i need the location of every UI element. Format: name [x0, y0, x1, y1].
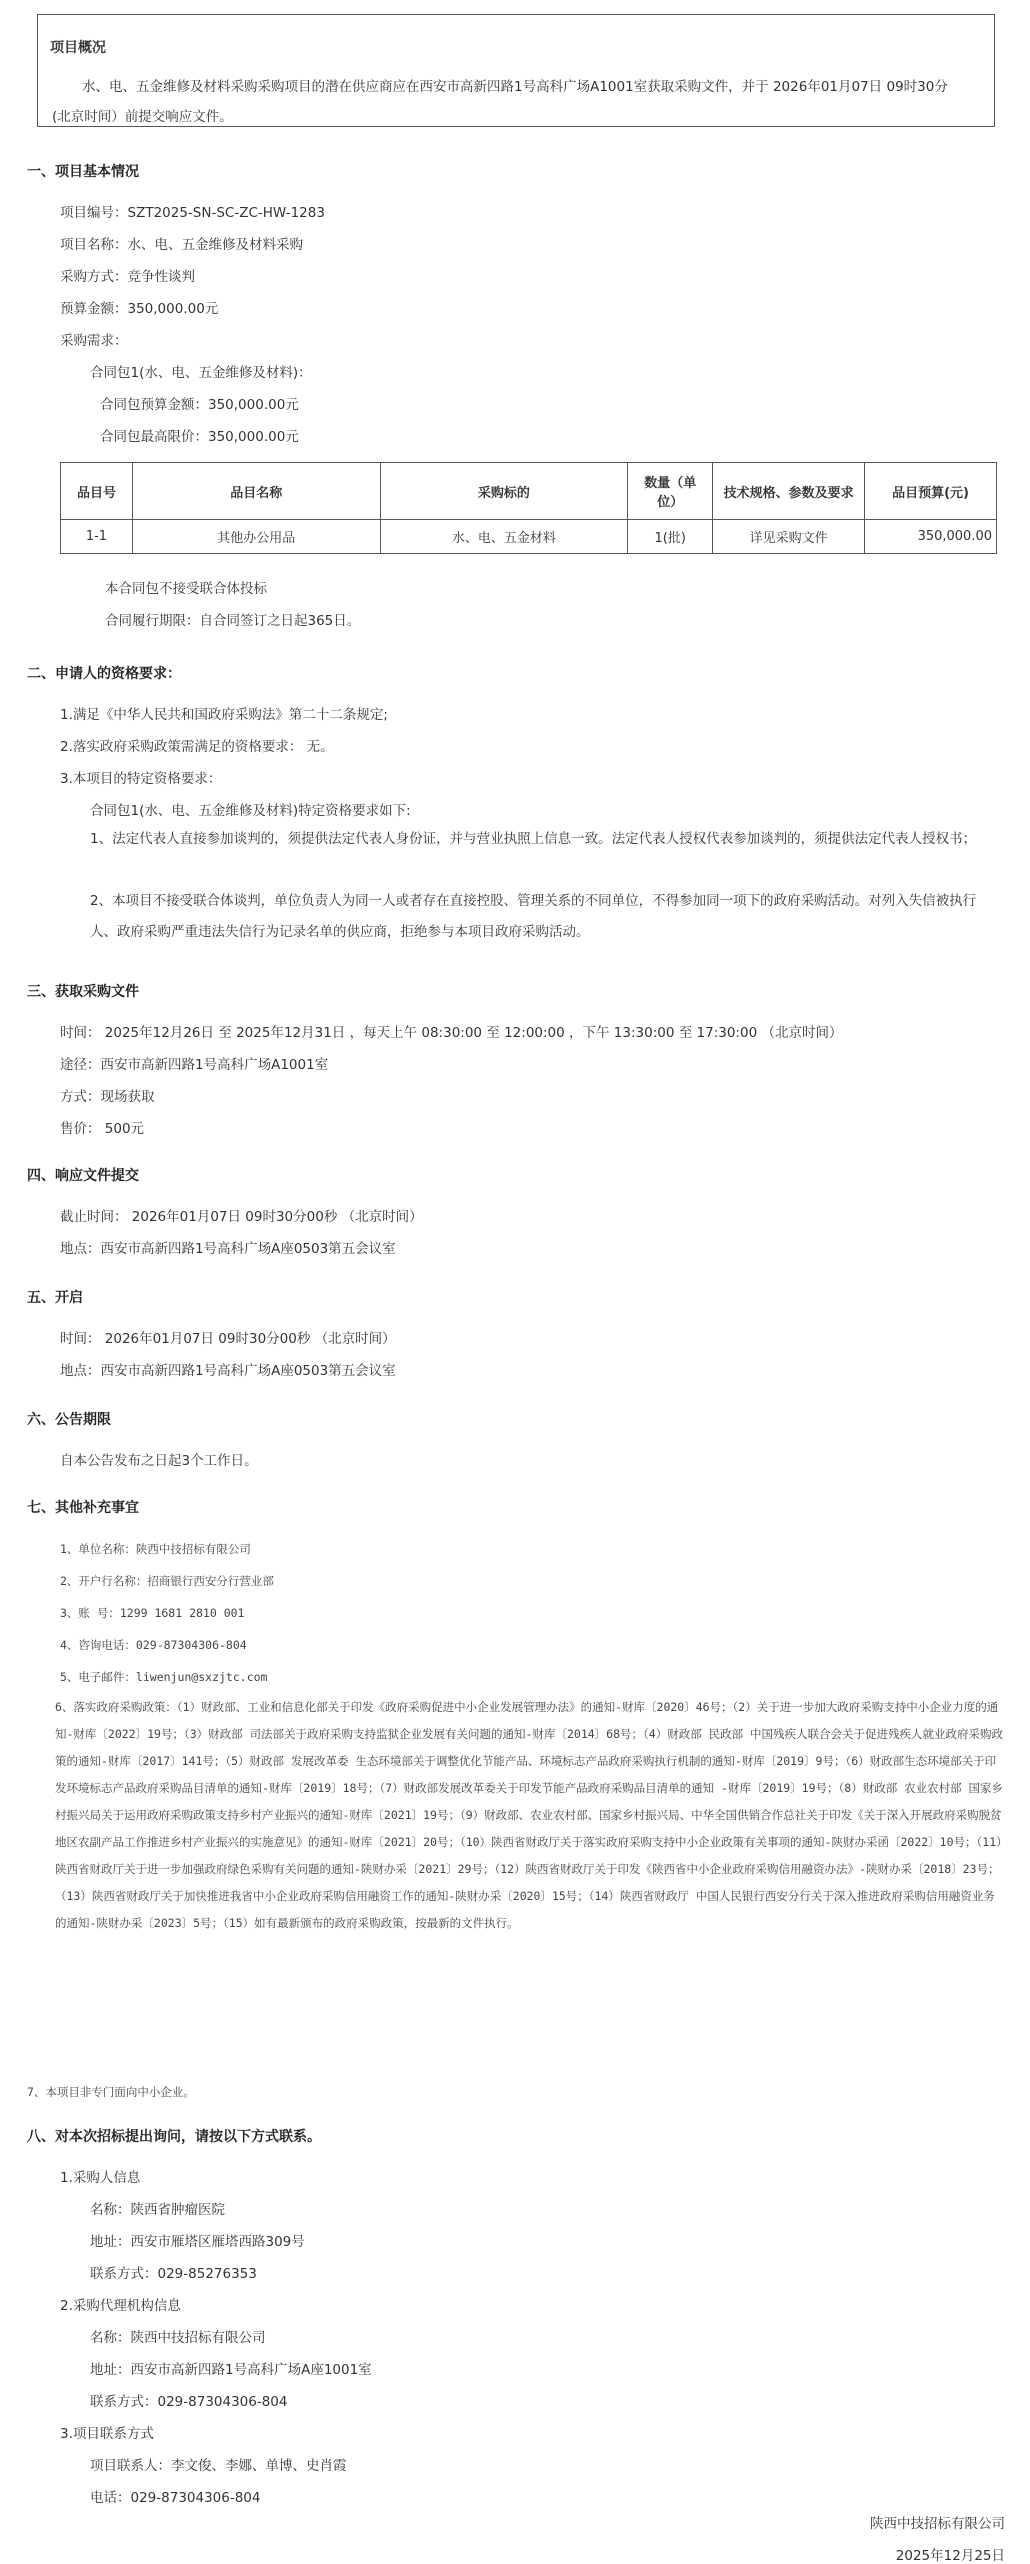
extra-item-4: 4、咨询电话：029-87304306-804 [60, 1638, 247, 1652]
summary-line-1: 水、电、五金维修及材料采购采购项目的潜在供应商应在西安市高新四路1号高科广场A1001室获取采购文件，并于 2026年01月07日 09时30分 [82, 79, 948, 95]
extra-item-3: 3、账 号：1299 1681 2810 001 [60, 1606, 245, 1620]
cell-spec: 详见采购文件 [713, 520, 865, 554]
col-header-item-name: 品目名称 [132, 463, 380, 520]
contact-people: 项目联系人：李文俊、李娜、单博、史肖霞 [90, 2458, 347, 2474]
signature-org: 陕西中技招标有限公司 [870, 2516, 1005, 2532]
agent-name: 名称：陕西中技招标有限公司 [90, 2330, 266, 2346]
agent-address: 地址：西安市高新四路1号高科广场A座1001室 [90, 2362, 372, 2378]
summary-line-2: (北京时间）前提交响应文件。 [52, 109, 233, 125]
extra-item-1: 1、单位名称：陕西中技招标有限公司 [60, 1542, 251, 1556]
col-header-item-budget: 品目预算(元) [865, 463, 997, 520]
project-name: 项目名称：水、电、五金维修及材料采购 [60, 237, 303, 253]
table-header-row [61, 463, 997, 520]
extra-item-5: 5、电子邮件：liwenjun@sxzjtc.com [60, 1670, 268, 1684]
package-requirements: 合同包1(水、电、五金维修及材料)特定资格要求如下: [90, 803, 411, 819]
col-header-spec: 技术规格、参数及要求 [713, 463, 865, 520]
section-4-title: 四、响应文件提交 [27, 1168, 139, 1184]
contract-period: 合同履行期限：自合同签订之日起365日。 [105, 613, 361, 629]
section-8-title: 八、对本次招标提出询问，请按以下方式联系。 [27, 2129, 321, 2145]
submit-deadline: 截止时间： 2026年01月07日 09时30分00秒 （北京时间） [60, 1209, 423, 1225]
requirement-clause-2: 2、本项目不接受联合体谈判，单位负责人为同一人或者存在直接控股、管理关系的不同单位，不得参加同一项下的政府采购活动。对列入失信被执行人、政府采购严重违法失信行为记录名单的供应商，拒绝参与本项目政府采购活动。 [90, 893, 977, 940]
col-header-quantity [628, 463, 713, 520]
requirement-1: 1.满足《中华人民共和国政府采购法》第二十二条规定; [60, 707, 388, 723]
buyer-phone: 联系方式：029-85276353 [90, 2266, 257, 2282]
obtain-time: 时间： 2025年12月26日 至 2025年12月31日 ，每天上午 08:30:00 至 12:00:00 ，下午 13:30:00 至 17:30:00 （北京时间） [60, 1025, 843, 1041]
requirement-2: 2.落实政府采购政策需满足的资格要求： 无。 [60, 739, 334, 755]
no-union-note: 本合同包不接受联合体投标 [105, 581, 267, 597]
contact-title: 3.项目联系方式 [60, 2426, 154, 2442]
agent-phone: 联系方式：029-87304306-804 [90, 2394, 288, 2410]
opening-place: 地点：西安市高新四路1号高科广场A座0503第五会议室 [60, 1363, 396, 1379]
opening-time: 时间： 2026年01月07日 09时30分00秒 （北京时间） [60, 1331, 396, 1347]
summary-title: 项目概况 [50, 40, 106, 56]
cell-item-name: 其他办公用品 [132, 520, 380, 554]
purchase-needs: 采购需求： [60, 333, 128, 349]
col-header-quantity-line1: 数量（单 [644, 476, 697, 491]
extra-item-7: 7、本项目非专门面向中小企业。 [27, 2085, 195, 2099]
items-table [60, 462, 997, 554]
package-budget: 合同包预算金额：350,000.00元 [100, 397, 299, 413]
section-2-title: 二、申请人的资格要求： [27, 666, 181, 682]
extra-item-6-policies: 6、落实政府采购政策：（1）财政部、工业和信息化部关于印发《政府采购促进中小企业发展管理办法》的通知-财库〔2020〕46号；（2）关于进一步加大政府采购支持中小企业力度的通知-财库〔2022〕19号；（3）财政部 司法部关于政府采购支持监狱企业发展有关问题的通知-财库〔2014〕68号；（4）财政部 民政部 中国残疾人联合会关于促进残疾人就业政府采购政策的通知-财库〔2017〕141号；（5）财政部 发展改革委 生态环境部关于调整优化节能产品、环境标志产品政府采购执行机制的通知-财库〔2019〕9号；（6）财政部生态环境部关于印发环境标志产品政府采购品目清单的通知-财库〔2019〕18号；（7）财政部发展改革委关于印发节能产品政府采购品目清单的通知 -财库〔2019〕19号；（8）财政部 农业农村部 国家乡村振兴局关于运用政府采购政策支持乡村产业振兴的通知-财库〔2021〕19号；（9）财政部、农业农村部、国家乡村振兴局、中华全国供销合作总社关于印发《关于深入开展政府采购脱贫地区农副产品工作推进乡村产业振兴的实施意见》的通知-财库〔2021〕20号；（10）陕西省财政厅关于落实政府采购支持中小企业政策有关事项的通知-陕财办采函〔2022〕10号；（11）陕西省财政厅关于进一步加强政府绿色采购有关问题的通知-陕财办采〔2021〕29号；（12）陕西省财政厅关于印发《陕西省中小企业政府采购信用融资办法》-陕财办采〔2018〕23号；（13）陕西省财政厅关于加快推进我省中小企业政府采购信用融资工作的通知-陕财办采〔2020〕15号；（14）陕西省财政厅 中国人民银行西安分行关于深入推进政府采购信用融资业务的通知-陕财办采〔2023〕5号；（15）如有最新颁布的政府采购政策，按最新的文件执行。 [55, 1700, 1004, 1930]
submit-place: 地点：西安市高新四路1号高科广场A座0503第五会议室 [60, 1241, 396, 1257]
section-5-title: 五、开启 [27, 1290, 83, 1306]
cell-item-budget: 350,000.00 [865, 520, 997, 554]
project-no: 项目编号：SZT2025-SN-SC-ZC-HW-1283 [60, 205, 325, 221]
extra-item-2: 2、开户行名称：招商银行西安分行营业部 [60, 1574, 274, 1588]
signature-date: 2025年12月25日 [895, 2548, 1005, 2564]
col-header-item-no: 品目号 [61, 463, 133, 520]
section-1-title: 一、项目基本情况 [27, 164, 139, 180]
table-row [61, 520, 997, 554]
obtain-price: 售价： 500元 [60, 1121, 145, 1137]
cell-target: 水、电、五金材料 [380, 520, 628, 554]
contact-phone: 电话：029-87304306-804 [90, 2490, 261, 2506]
col-header-quantity-line2: 位） [657, 495, 684, 510]
cell-item-no: 1-1 [61, 520, 133, 554]
buyer-name: 名称：陕西省肿瘤医院 [90, 2202, 225, 2218]
package-title: 合同包1(水、电、五金维修及材料)： [90, 365, 312, 381]
requirement-clause-1: 1、法定代表人直接参加谈判的，须提供法定代表人身份证，并与营业执照上信息一致。法定代表人授权代表参加谈判的，须提供法定代表人授权书； [90, 831, 977, 847]
purchase-method: 采购方式：竞争性谈判 [60, 269, 195, 285]
agent-info-title: 2.采购代理机构信息 [60, 2298, 181, 2314]
section-7-title: 七、其他补充事宜 [27, 1500, 139, 1516]
budget-amount: 预算金额：350,000.00元 [60, 301, 219, 317]
notice-period: 自本公告发布之日起3个工作日。 [60, 1453, 258, 1469]
obtain-way: 方式：现场获取 [60, 1089, 155, 1105]
obtain-place: 途径：西安市高新四路1号高科广场A1001室 [60, 1057, 329, 1073]
section-3-title: 三、获取采购文件 [27, 984, 139, 1000]
col-header-target: 采购标的 [380, 463, 628, 520]
cell-quantity: 1(批) [628, 520, 713, 554]
package-max-price: 合同包最高限价：350,000.00元 [100, 429, 299, 445]
buyer-address: 地址：西安市雁塔区雁塔西路309号 [90, 2234, 305, 2250]
section-6-title: 六、公告期限 [27, 1412, 111, 1428]
summary-box [37, 14, 995, 127]
buyer-info-title: 1.采购人信息 [60, 2170, 141, 2186]
requirement-3: 3.本项目的特定资格要求： [60, 771, 222, 787]
